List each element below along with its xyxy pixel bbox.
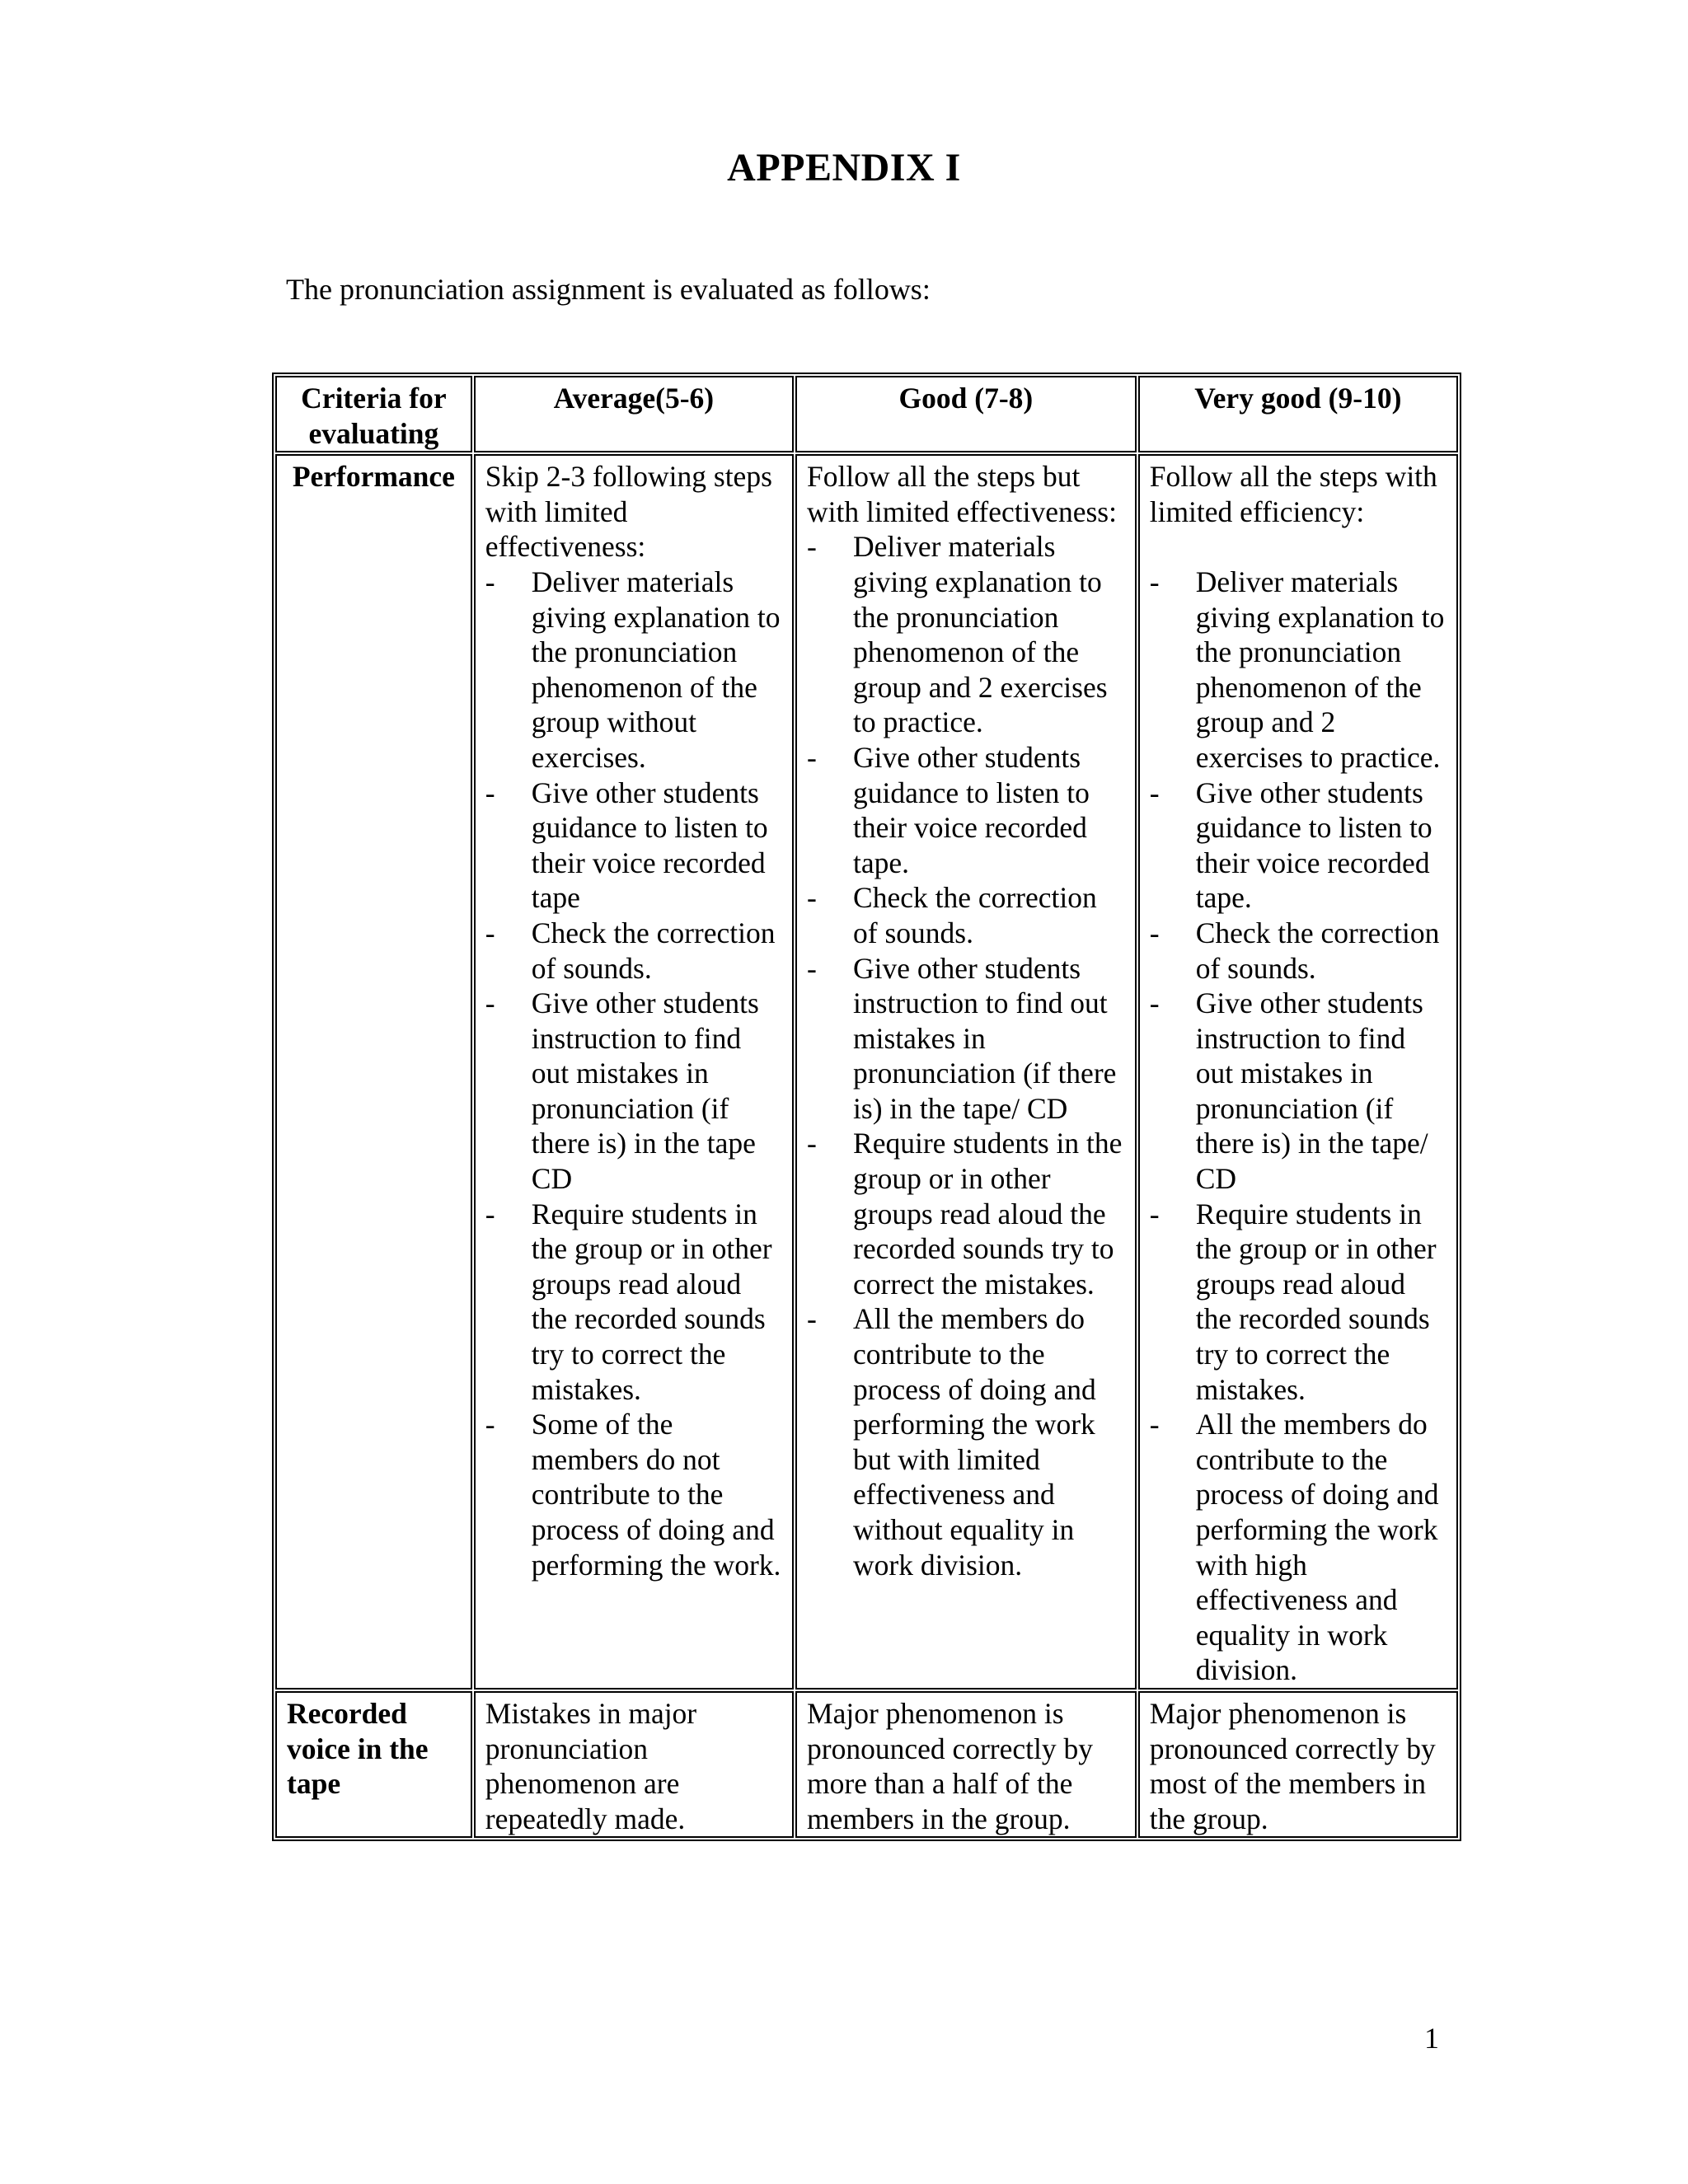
- cell-recorded-average: Mistakes in major pronunciation phenomenon are repeatedly made.: [474, 1691, 794, 1838]
- list-item: - Give other students instruction to find out mistakes in pronunciation (if there is) in the tape/ CD: [1150, 986, 1447, 1197]
- list-item: - Require students in the group or in other groups read aloud the recorded sounds try to correct the mistakes.: [1150, 1197, 1447, 1408]
- intro-text: The pronunciation assignment is evaluated as follows:: [286, 273, 931, 306]
- table-row-performance: [275, 454, 1458, 1690]
- list-item: - Check the correction of sounds.: [485, 916, 782, 986]
- header-average: Average(5-6): [474, 376, 794, 452]
- cell-performance-average: [474, 454, 794, 1690]
- cell-recorded-very-good: Major phenomenon is pronounced correctly by most of the members in the group.: [1138, 1691, 1458, 1838]
- list-item: - All the members do contribute to the process of doing and performing the work but with limited effectiveness and without equality in work division.: [807, 1301, 1125, 1582]
- criterion-performance: Performance: [275, 454, 472, 1690]
- steps-list: [807, 529, 1125, 1582]
- steps-list: [1150, 565, 1447, 1688]
- list-item: - Deliver materials giving explanation to the pronunciation phenomenon of the group without exercises.: [485, 565, 782, 776]
- header-criteria: Criteria for evaluating: [275, 376, 472, 452]
- list-item: - All the members do contribute to the process of doing and performing the work with high effectiveness and equality in work division.: [1150, 1407, 1447, 1688]
- steps-list: [485, 565, 782, 1582]
- cell-performance-good: [795, 454, 1137, 1690]
- list-item: - Deliver materials giving explanation to the pronunciation phenomenon of the group and 2 exercises to practice.: [807, 529, 1125, 740]
- page-number: 1: [1424, 2022, 1439, 2055]
- list-item: - Give other students instruction to find out mistakes in pronunciation (if there is) in the tape CD: [485, 986, 782, 1197]
- evaluation-rubric-table: [272, 373, 1461, 1841]
- cell-intro: Follow all the steps but with limited effectiveness:: [807, 460, 1117, 528]
- header-very-good: Very good (9-10): [1138, 376, 1458, 452]
- list-item: - Require students in the group or in other groups read aloud the recorded sounds try to correct the mistakes.: [807, 1126, 1125, 1301]
- list-item: - Some of the members do not contribute to the process of doing and performing the work.: [485, 1407, 782, 1582]
- cell-performance-very-good: [1138, 454, 1458, 1690]
- list-item: - Require students in the group or in other groups read aloud the recorded sounds try to correct the mistakes.: [485, 1197, 782, 1408]
- criterion-recorded-voice: Recorded voice in the tape: [275, 1691, 472, 1838]
- list-item: - Give other students guidance to listen to their voice recorded tape.: [807, 740, 1125, 880]
- header-good: Good (7-8): [795, 376, 1137, 452]
- list-item: - Give other students guidance to listen to their voice recorded tape.: [1150, 776, 1447, 916]
- cell-intro: Follow all the steps with limited efficiency:: [1149, 460, 1437, 528]
- table-row-recorded-voice: [275, 1691, 1458, 1838]
- list-item: - Give other students guidance to listen to their voice recorded tape: [485, 776, 782, 916]
- page-title: APPENDIX I: [727, 146, 961, 190]
- cell-intro: Skip 2-3 following steps with limited effectiveness:: [485, 460, 772, 564]
- table-header-row: [275, 376, 1458, 452]
- list-item: - Check the correction of sounds.: [1150, 916, 1447, 986]
- list-item: - Give other students instruction to find out mistakes in pronunciation (if there is) in the tape/ CD: [807, 951, 1125, 1127]
- list-item: - Check the correction of sounds.: [807, 880, 1125, 950]
- cell-recorded-good: Major phenomenon is pronounced correctly by more than a half of the members in the group.: [795, 1691, 1137, 1838]
- list-item: - Deliver materials giving explanation to the pronunciation phenomenon of the group and 2 exercises to practice.: [1150, 565, 1447, 776]
